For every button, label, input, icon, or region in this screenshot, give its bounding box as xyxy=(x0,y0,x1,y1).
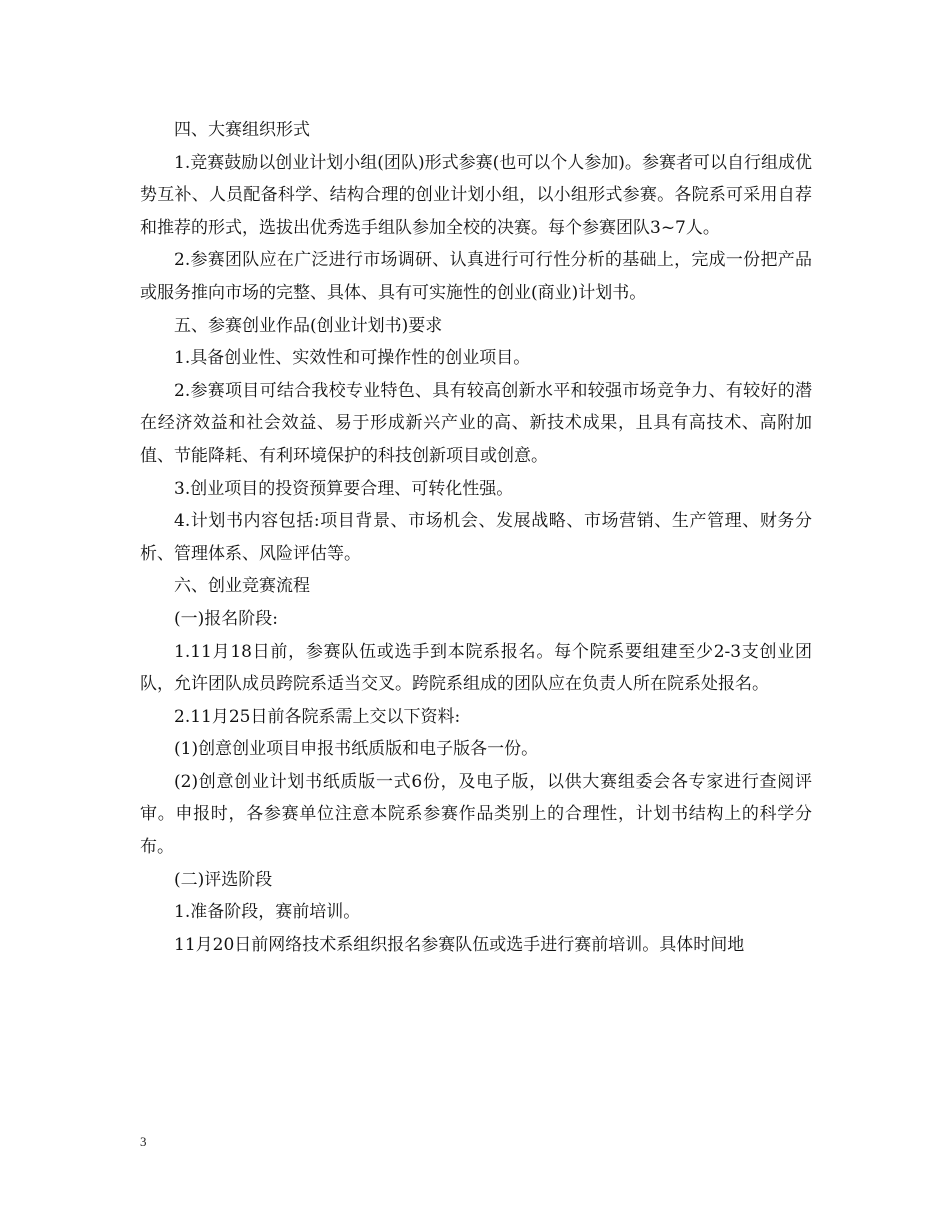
paragraph: 2.参赛项目可结合我校专业特色、具有较高创新水平和较强市场竞争力、有较好的潜在经济效益和社会效益、易于形成新兴产业的高、新技术成果，且具有高技术、高附加值、节能降耗、有利环境保护的科技创新项目或创意。 xyxy=(140,380,812,466)
subsection-heading: (一)报名阶段: xyxy=(174,608,278,629)
paragraph: 3.创业项目的投资预算要合理、可转化性强。 xyxy=(174,478,514,499)
paragraph: 1.准备阶段，赛前培训。 xyxy=(174,902,361,923)
subsection-heading: (二)评选阶段 xyxy=(174,869,273,890)
section-heading-6: 六、创业竞赛流程 xyxy=(174,576,310,597)
paragraph: 1.11月18日前，参赛队伍或选手到本院系报名。每个院系要组建至少2-3支创业团队，允许团队成员跨院系适当交叉。跨院系组成的团队应在负责人所在院系处报名。 xyxy=(140,641,812,695)
paragraph: (2)创意创业计划书纸质版一式6份，及电子版，以供大赛组委会各专家进行查阅评审。申报时，各参赛单位注意本院系参赛作品类别上的合理性，计划书结构上的科学分布。 xyxy=(140,771,812,858)
section-heading-4: 四、大赛组织形式 xyxy=(174,120,310,140)
paragraph: 4.计划书内容包括:项目背景、市场机会、发展战略、市场营销、生产管理、财务分析、管理体系、风险评估等。 xyxy=(140,511,812,564)
paragraph: 1.具备创业性、实效性和可操作性的创业项目。 xyxy=(174,348,531,369)
paragraph: 1.竞赛鼓励以创业计划小组(团队)形式参赛(也可以个人参加)。参赛者可以自行组成优势互补、人员配备科学、结构合理的创业计划小组，以小组形式参赛。各院系可采用自荐和推荐的形式，选拔出优秀选手组队参加全校的决赛。每个参赛团队3~7人。 xyxy=(140,152,812,238)
paragraph: 11月20日前网络技术系组织报名参赛队伍或选手进行赛前培训。具体时间地 xyxy=(174,934,745,955)
paragraph: 2.参赛团队应在广泛进行市场调研、认真进行可行性分析的基础上，完成一份把产品或服务推向市场的完整、具体、具有可实施性的创业(商业)计划书。 xyxy=(140,250,812,303)
paragraph: 2.11月25日前各院系需上交以下资料: xyxy=(174,706,461,727)
section-heading-5: 五、参赛创业作品(创业计划书)要求 xyxy=(174,315,443,336)
page-number: 3 xyxy=(140,1134,147,1149)
document-body xyxy=(140,114,812,961)
paragraph: (1)创意创业项目申报书纸质版和电子版各一份。 xyxy=(174,739,539,760)
